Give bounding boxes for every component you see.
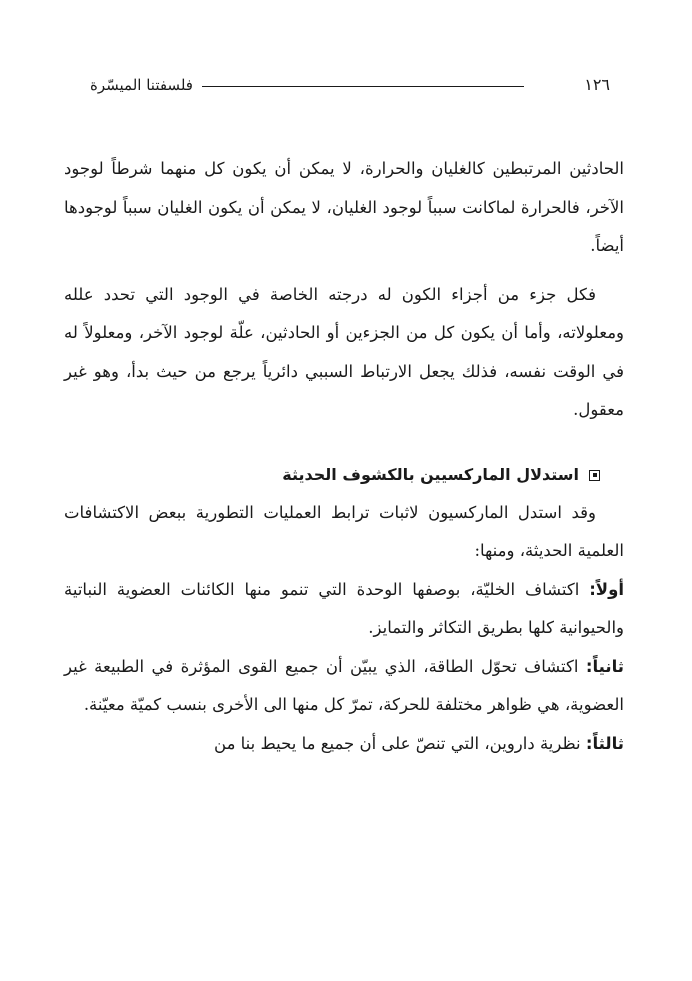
- header-rule: [202, 86, 524, 87]
- item-text: نظرية داروين، التي تنصّ على أن جميع ما يحيط بنا من: [214, 733, 586, 753]
- item-text: اكتشاف تحوّل الطاقة، الذي يبيّن أن جميع القوى المؤثرة في الطبيعة غير العضوية، هي ظواهر مختلفة للحركة، تمرّ كل منها الى الأخرى بنسب كميّة معيّنة.: [64, 656, 624, 714]
- square-bullet-icon: [589, 470, 600, 481]
- running-header: [90, 72, 610, 98]
- book-title: فلسفتنا الميسّرة: [90, 76, 193, 94]
- item-text: اكتشاف الخليّة، بوصفها الوحدة التي تنمو منها الكائنات العضوية النباتية والحيوانية كلها بطريق التكاثر والتمايز.: [64, 579, 624, 637]
- item-lead: ثالثاً:: [585, 733, 624, 753]
- item-lead: أولاً:: [589, 579, 624, 599]
- item-lead: ثانياً:: [585, 656, 624, 676]
- page-body: [64, 150, 624, 763]
- section-intro: وقد استدل الماركسيون لاثبات ترابط العمليات التطورية ببعض الاكتشافات العلمية الحديثة، ومنها:: [64, 502, 624, 560]
- list-item: [64, 648, 624, 725]
- list-item: [64, 725, 624, 764]
- paragraph: الحادثين المرتبطين كالغليان والحرارة، لا يمكن أن يكون كل منهما شرطاً لوجود الآخر، فالحرارة لماكانت سبباً لوجود الغليان، لا يمكن أن يكون الغليان سبباً لوجودها أيضاً.: [64, 159, 624, 255]
- section-heading: [64, 456, 624, 494]
- page-number: ١٢٦: [584, 75, 610, 94]
- list-item: [64, 571, 624, 648]
- paragraph: فكل جزء من أجزاء الكون له درجته الخاصة في الوجود التي تحدد علله ومعلولاته، وأما أن يكون كل من الجزءين أو الحادثين، علّة لوجود الآخر، ومعلولاً له في الوقت نفسه، فذلك يجعل الارتباط السببي دائرياً يرجع من حيث بدأ، وهو غير معقول.: [64, 284, 624, 419]
- section-heading-text: استدلال الماركسيين بالكشوف الحديثة: [282, 464, 579, 484]
